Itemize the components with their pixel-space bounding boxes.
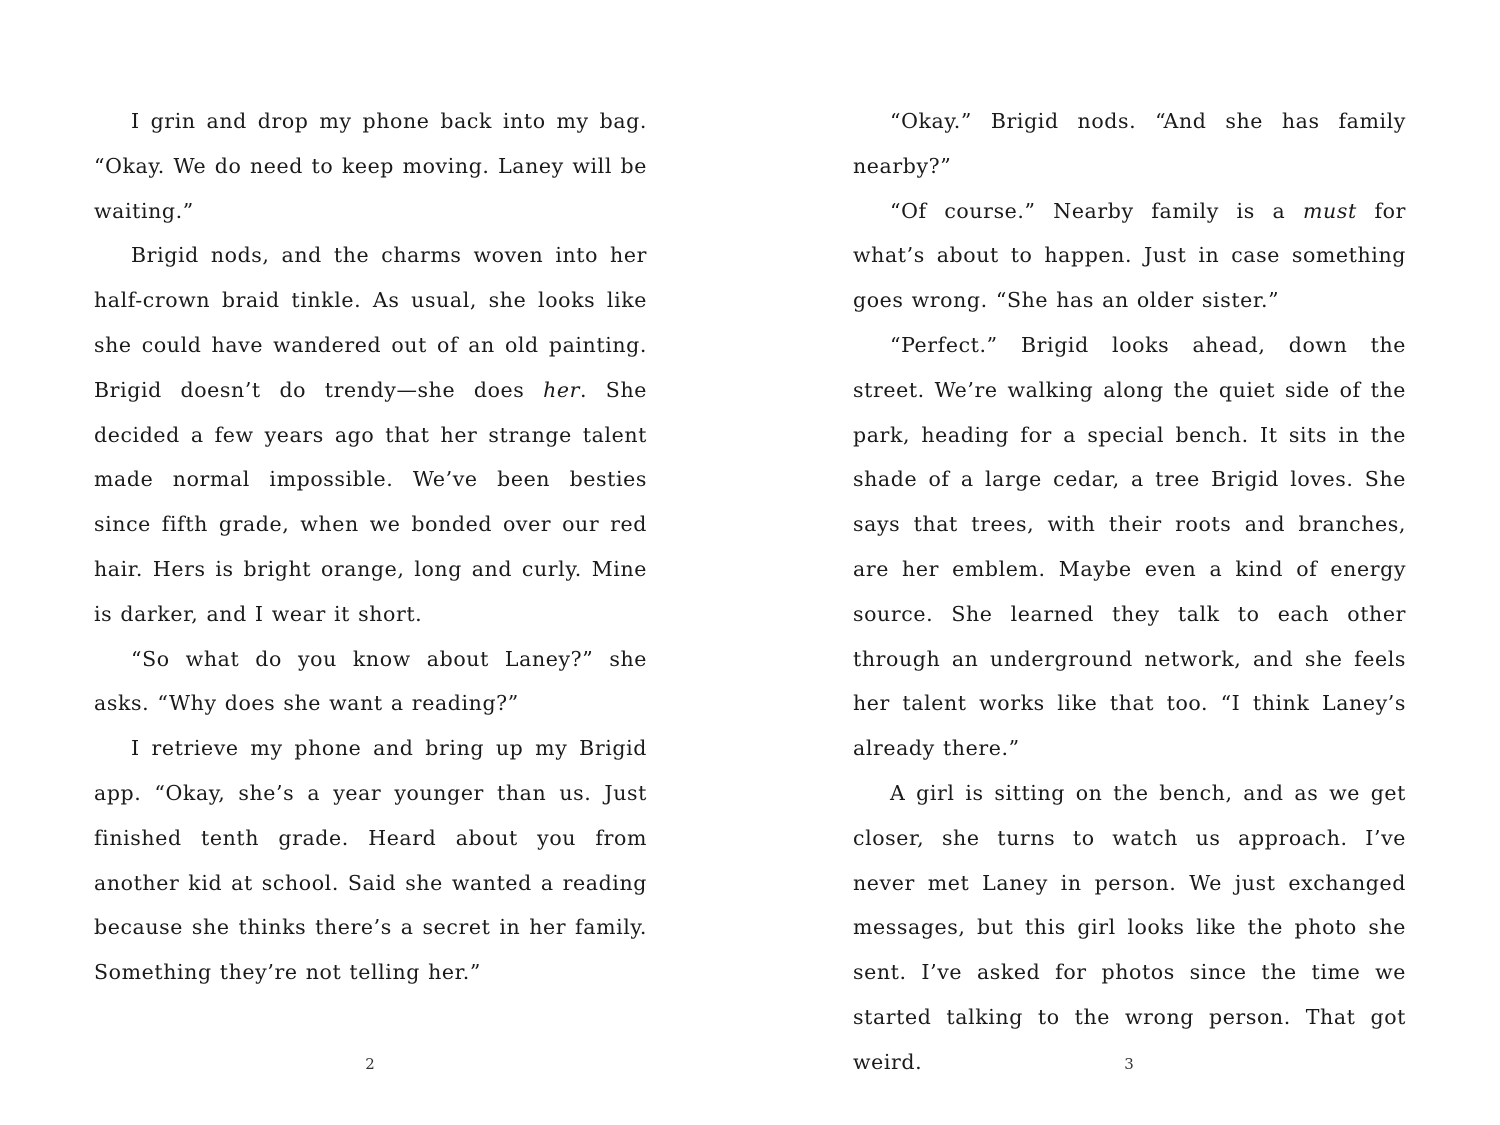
text-run: Brigid nods, and the charms woven into her half-crown braid tinkle. As usual, she looks like she could have wandered out of an old painting. Brigid doesn’t do trendy—she does <box>94 243 647 402</box>
page-number: 3 <box>1124 1055 1134 1073</box>
text-run: for what’s about to happen. Just in case something goes wrong. “She has an older sister.” <box>853 198 1406 313</box>
text-run: . She decided a few years ago that her strange talent made normal impossible. We’ve been besties since fifth grade, when we bonded over our red hair. Hers is bright orange, long and curly. Mine is darker, and I wear it short. <box>94 377 647 626</box>
text-run: “So what do you know about Laney?” she asks. “Why does she want a reading?” <box>94 646 647 716</box>
text-run: “Of course.” Nearby family is a <box>890 198 1303 223</box>
paragraph <box>94 637 647 727</box>
paragraph <box>94 233 647 636</box>
emphasis-text: her <box>543 377 581 402</box>
page-number: 2 <box>365 1055 375 1073</box>
paragraph <box>94 99 647 233</box>
paragraph <box>853 189 1406 323</box>
emphasis-text: must <box>1302 198 1357 223</box>
paragraph <box>94 726 647 995</box>
right-page <box>750 0 1500 1125</box>
left-page-text <box>94 99 647 995</box>
paragraph <box>853 771 1406 1085</box>
text-run: “Okay.” Brigid nods. “And she has family nearby?” <box>853 109 1406 178</box>
right-page-text <box>853 99 1406 1085</box>
text-run: I retrieve my phone and bring up my Brigid app. “Okay, she’s a year younger than us. Just finished tenth grade. Heard about you from another kid at school. Said she wanted a reading because she thinks there’s a secret in her family. Something they’re not telling her.” <box>94 736 647 985</box>
paragraph <box>853 323 1406 771</box>
text-run: A girl is sitting on the bench, and as we get closer, she turns to watch us approach. I’ve never met Laney in person. We just exchanged messages, but this girl looks like the photo she sent. I’ve asked for photos since the time we started talking to the wrong person. That got weird. <box>853 780 1406 1074</box>
paragraph <box>853 99 1406 189</box>
text-run: “Perfect.” Brigid looks ahead, down the street. We’re walking along the quiet side of the park, heading for a special bench. It sits in the shade of a large cedar, a tree Brigid loves. She says that trees, with their roots and branches, are her emblem. Maybe even a kind of energy source. She learned they talk to each other through an underground network, and she feels her talent works like that too. “I think Laney’s already there.” <box>853 332 1406 761</box>
text-run: I grin and drop my phone back into my bag. “Okay. We do need to keep moving. Laney will be waiting.” <box>94 109 647 223</box>
